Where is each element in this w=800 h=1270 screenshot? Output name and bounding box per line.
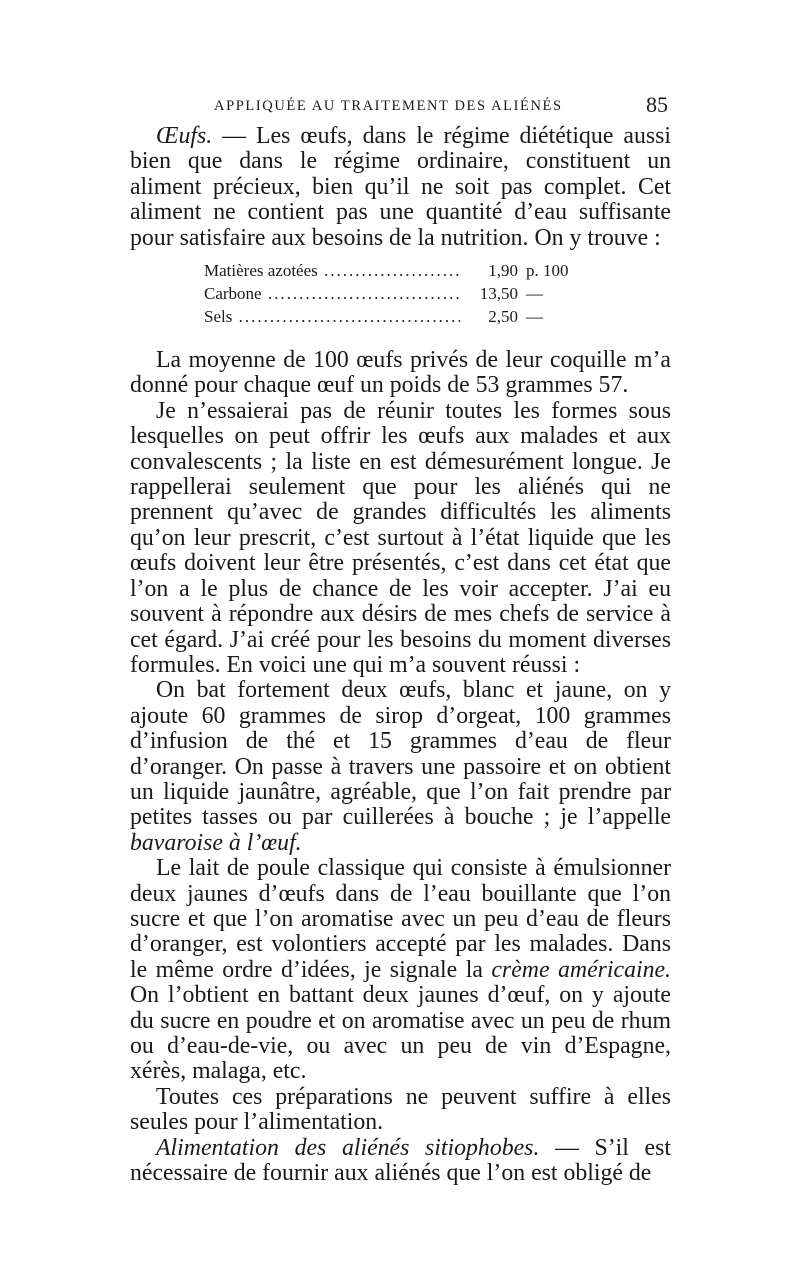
composition-unit: — (526, 307, 543, 327)
composition-unit: p. 100 (526, 261, 569, 281)
paragraph-text: — Les œufs, dans le régime diététique aussi bien que dans le régime ordinaire, constituent un aliment précieux, bien qu’il ne soit pas complet. Cet aliment ne contient pas une quantité d’eau suffisante pour satisfaire aux besoins de la nutrition. On y trouve : (130, 123, 671, 251)
paragraph-recette-bavaroise (130, 678, 671, 856)
term-bavaroise: bavaroise à l’œuf. (130, 829, 302, 856)
composition-row (204, 259, 671, 282)
paragraph-moyenne: La moyenne de 100 œufs privés de leur coquille m’a donné pour chaque œuf un poids de 53 grammes 57. (130, 347, 671, 399)
composition-table (204, 259, 671, 328)
composition-value: 13,50 (479, 284, 518, 304)
running-title: APPLIQUÉE AU TRAITEMENT DES ALIÉNÉS (214, 98, 563, 114)
paragraph-text: On bat fortement deux œufs, blanc et jaune, on y ajoute 60 grammes de sirop d’orgeat, 100 grammes d’infusion de thé et 15 grammes d’eau de fleur d’oranger. On passe à travers une passoire et on obtient un liquide jaunâtre, agréable, que l’on fait prendre par petites tasses ou par cuillerées à bouche ; je l’appelle (130, 677, 671, 831)
composition-label: Carbone ..... (204, 282, 460, 305)
composition-unit: — (526, 284, 543, 304)
composition-label: Matières azotées ..... (204, 259, 460, 282)
composition-row (204, 282, 671, 305)
paragraph-text: — S’il est nécessaire de fournir aux aliénés que l’on est obligé de (130, 1134, 671, 1187)
paragraph-preparations: Toutes ces préparations ne peuvent suffire à elles seules pour l’alimentation. (130, 1083, 671, 1136)
composition-label: Sels ..... (204, 305, 460, 328)
paragraph-oeufs (130, 124, 671, 251)
term-creme-americaine: crème américaine. (491, 956, 671, 983)
section-heading-oeufs: Œufs. (156, 123, 213, 149)
section-heading-sitiophobes: Alimentation des aliénés sitiophobes. (156, 1134, 540, 1161)
paragraph-lait-de-poule (130, 856, 671, 1085)
paragraph-text: On l’obtient en battant deux jaunes d’œuf, on y ajoute du sucre en poudre et on aromatise avec un peu de rhum ou d’eau-de-vie, ou avec un peu de vin d’Espagne, xérès, malaga, etc. (130, 982, 671, 1085)
paragraph-text: Le lait de poule classique qui consiste à émulsionner deux jaunes d’œufs dans de l’eau bouillante que l’on sucre et que l’on aromatise avec un peu d’eau de fleurs d’oranger, est volontiers accepté par les malades. Dans le même ordre d’idées, je signale la (130, 855, 671, 983)
body-text (130, 124, 671, 1186)
composition-row (204, 305, 671, 328)
paragraph-formes: Je n’essaierai pas de réunir toutes les formes sous lesquelles on peut offrir les œufs aux malades et aux convalescents ; la liste en est démesurément longue. Je rappellerai seulement que pour les aliénés qui ne prennent qu’avec de grandes difficultés les aliments qu’on leur prescrit, c’est surtout à l’état liquide que les œufs doivent leur être présentés, c’est dans cet état que l’on a le plus de chance de les voir accepter. J’ai eu souvent à répondre aux désirs de mes chefs de service à cet égard. J’ai créé pour les besoins du moment diverses formules. En voici une qui m’a souvent réussi : (130, 397, 671, 678)
page-number: 85 (646, 92, 668, 117)
composition-value: 1,90 (488, 261, 518, 281)
paragraph-sitiophobes (130, 1136, 671, 1187)
composition-value: 2,50 (488, 307, 518, 327)
page-header (130, 92, 670, 122)
